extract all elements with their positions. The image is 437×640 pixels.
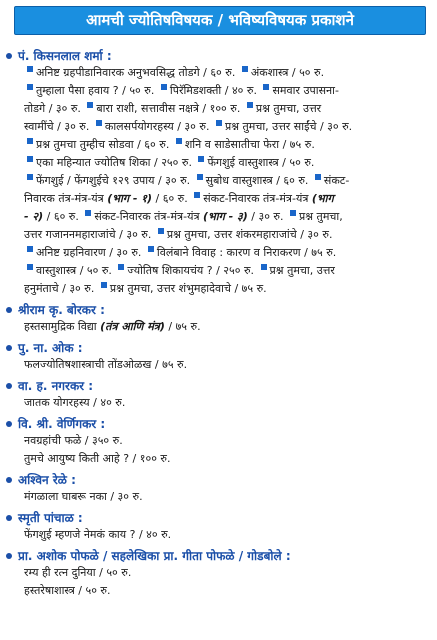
author-heading xyxy=(6,340,432,356)
publication-line xyxy=(24,394,432,412)
publication-text: संकट-निवारक तंत्र-मंत्र-यंत्र xyxy=(94,210,204,223)
publication-text: बारा राशी, सत्तावीस नक्षत्रे / १०० रु. xyxy=(96,102,244,115)
publication-text: समवार उपासना- xyxy=(272,84,339,97)
publication-list xyxy=(6,44,432,600)
square-bullet-icon xyxy=(216,120,222,126)
publication-text: प्रश्न तुमचा तुम्हीच सोडवा / ६० रु. xyxy=(36,138,173,151)
publication-line xyxy=(24,82,432,100)
publication-text: जातक योगरहस्य / ४० रु. xyxy=(24,396,126,409)
publication-line xyxy=(24,172,432,190)
author-heading xyxy=(6,548,432,564)
square-bullet-icon xyxy=(148,246,154,252)
volume-label: (तंत्र आणि मंत्र) xyxy=(100,320,165,333)
publication-text: / ६० रु. xyxy=(152,192,192,205)
square-bullet-icon xyxy=(263,84,269,90)
publication-text: फेंगशुई / फेंगशुईचे १२९ उपाय / ३० रु. xyxy=(36,174,194,187)
author-name: वि. श्री. वेर्णिगकर : xyxy=(18,417,106,431)
publication-text: मंगळाला घाबरू नका / ३० रु. xyxy=(24,490,143,503)
publication-text: संकट-निवारक तंत्र-मंत्र-यंत्र xyxy=(203,192,312,205)
publication-text: अनिष्ट ग्रहनिवारण / ३० रु. xyxy=(36,246,145,259)
author-name: प्रा. अशोक पोफळे / सहलेखिका प्रा. गीता पोफळे / गोडबोले : xyxy=(18,549,291,563)
publication-text: प्रश्न तुमचा, उत्तर xyxy=(269,264,335,277)
publication-text: एका महिन्यात ज्योतिष शिका / २५० रु. xyxy=(36,156,196,169)
author-heading xyxy=(6,378,432,394)
volume-label: (भाग - १) xyxy=(107,192,153,205)
author-name: स्मृती पांचाळ : xyxy=(18,511,83,525)
publication-text: / ६० रु. xyxy=(43,210,83,223)
author-name: अश्विन रेळे : xyxy=(18,473,76,487)
publication-line xyxy=(24,244,432,262)
bullet-icon xyxy=(6,515,12,521)
publication-line xyxy=(24,488,432,506)
square-bullet-icon xyxy=(197,174,203,180)
publication-text: प्रश्न तुमचा, उत्तर शंभुमहादेवाचे / ७५ रु. xyxy=(109,282,267,295)
publication-text: प्रश्न तुमचा, उत्तर साईंचे / ३० रु. xyxy=(224,120,353,133)
page-title: आमची ज्योतिषविषयक / भविष्यविषयक प्रकाशने xyxy=(14,6,426,35)
author-heading xyxy=(6,510,432,526)
publication-line xyxy=(24,280,432,298)
bullet-icon xyxy=(6,383,12,389)
author-heading xyxy=(6,48,432,64)
publication-text: स्वामींचे / ३० रु. xyxy=(24,120,93,133)
publication-text: / ७५ रु. xyxy=(164,320,201,333)
publication-text: कालसर्पयोगरहस्य / ३० रु. xyxy=(104,120,213,133)
publication-line xyxy=(24,318,432,336)
publication-text: तुमचे आयुष्य किती आहे ? / १०० रु. xyxy=(24,452,171,465)
volume-label: (भाग - ३) xyxy=(203,210,248,223)
publication-text: हस्तरेषाशास्त्र / ५० रु. xyxy=(24,584,111,597)
publication-text: फेंगशुई म्हणजे नेमकं काय ? / ४० रु. xyxy=(24,528,172,541)
author-heading xyxy=(6,416,432,432)
publication-text: फलज्योतिषशास्त्राची तोंडओळख / ७५ रु. xyxy=(24,358,188,371)
publication-text: प्रश्न तुमचा, उत्तर शंकरमहाराजांचे / ३० रु. xyxy=(166,228,333,241)
author-heading xyxy=(6,472,432,488)
publication-text: ज्योतिष शिकायचंय ? / २५० रु. xyxy=(127,264,258,277)
bullet-icon xyxy=(6,345,12,351)
publication-line xyxy=(24,262,432,280)
publication-line xyxy=(24,208,432,226)
square-bullet-icon xyxy=(315,174,321,180)
publication-text: शनि व साडेसातीचा फेरा / ७५ रु. xyxy=(184,138,315,151)
publication-line xyxy=(24,154,432,172)
square-bullet-icon xyxy=(101,282,107,288)
publication-text: तोडगे / ३० रु. xyxy=(24,102,85,115)
publication-line xyxy=(24,64,432,82)
publication-text: प्रश्न तुमचा, उत्तर xyxy=(255,102,322,115)
publication-text: निवारक तंत्र-मंत्र-यंत्र xyxy=(24,192,108,205)
author-name: पं. किसनलाल शर्मा : xyxy=(18,49,112,63)
publication-text: / ३० रु. xyxy=(247,210,288,223)
author-name: श्रीराम कृ. बोरकर : xyxy=(18,303,105,317)
publication-text: प्रश्न तुमचा, xyxy=(299,210,343,223)
square-bullet-icon xyxy=(261,264,267,270)
bullet-icon xyxy=(6,421,12,427)
square-bullet-icon xyxy=(87,102,93,108)
publication-line xyxy=(24,564,432,582)
author-name: पु. ना. ओक : xyxy=(18,341,83,355)
square-bullet-icon xyxy=(161,84,167,90)
publication-line xyxy=(24,450,432,468)
publication-line xyxy=(24,190,432,208)
bullet-icon xyxy=(6,477,12,483)
square-bullet-icon xyxy=(27,174,33,180)
publication-text: हनुमंताचे / ३० रु. xyxy=(24,282,98,295)
volume-label: - २) xyxy=(24,210,44,223)
publication-text: तुम्हाला पैसा हवाय ? / ५० रु. xyxy=(36,84,158,97)
square-bullet-icon xyxy=(290,210,296,216)
bullet-icon xyxy=(6,53,12,59)
square-bullet-icon xyxy=(176,138,182,144)
square-bullet-icon xyxy=(27,156,33,162)
publication-line xyxy=(24,226,432,244)
square-bullet-icon xyxy=(96,120,102,126)
publication-line xyxy=(24,526,432,544)
publication-line xyxy=(24,582,432,600)
publication-text: अनिष्ट ग्रहपीडानिवारक अनुभवसिद्ध तोडगे / ६० रु. xyxy=(36,66,239,79)
square-bullet-icon xyxy=(242,66,248,72)
publication-text: पिरॅमिडशक्ती / ४० रु. xyxy=(169,84,261,97)
square-bullet-icon xyxy=(27,84,33,90)
publication-line xyxy=(24,100,432,118)
publication-line xyxy=(24,356,432,374)
publication-text: उत्तर गजाननमहाराजांचे / ३० रु. xyxy=(24,228,155,241)
publication-text: विलंबाने विवाह : कारण व निराकरण / ७५ रु. xyxy=(156,246,337,259)
publication-text: अंकशास्त्र / ५० रु. xyxy=(250,66,325,79)
square-bullet-icon xyxy=(85,210,91,216)
bullet-icon xyxy=(6,553,12,559)
publication-line xyxy=(24,118,432,136)
square-bullet-icon xyxy=(27,66,33,72)
author-name: वा. ह. नगरकर : xyxy=(18,379,94,393)
publication-text: संकट- xyxy=(323,174,350,187)
publication-text: नवग्रहांची फळे / ३५० रु. xyxy=(24,434,123,447)
square-bullet-icon xyxy=(194,192,200,198)
square-bullet-icon xyxy=(158,228,164,234)
publication-line xyxy=(24,136,432,154)
publication-line xyxy=(24,432,432,450)
square-bullet-icon xyxy=(247,102,253,108)
square-bullet-icon xyxy=(27,246,33,252)
volume-label: (भाग xyxy=(311,192,334,205)
publication-text: सुबोध वास्तुशास्त्र / ६० रु. xyxy=(205,174,312,187)
square-bullet-icon xyxy=(27,264,33,270)
publication-text: वास्तुशास्त्र / ५० रु. xyxy=(36,264,116,277)
publication-text: हस्तसामुद्रिक विद्या xyxy=(24,320,101,333)
author-heading xyxy=(6,302,432,318)
publication-text: फेंगशुई वास्तुशास्त्र / ५० रु. xyxy=(207,156,315,169)
square-bullet-icon xyxy=(27,138,33,144)
square-bullet-icon xyxy=(198,156,204,162)
bullet-icon xyxy=(6,307,12,313)
square-bullet-icon xyxy=(118,264,124,270)
publication-text: रम्य ही रत्न दुनिया / ५० रु. xyxy=(24,566,132,579)
